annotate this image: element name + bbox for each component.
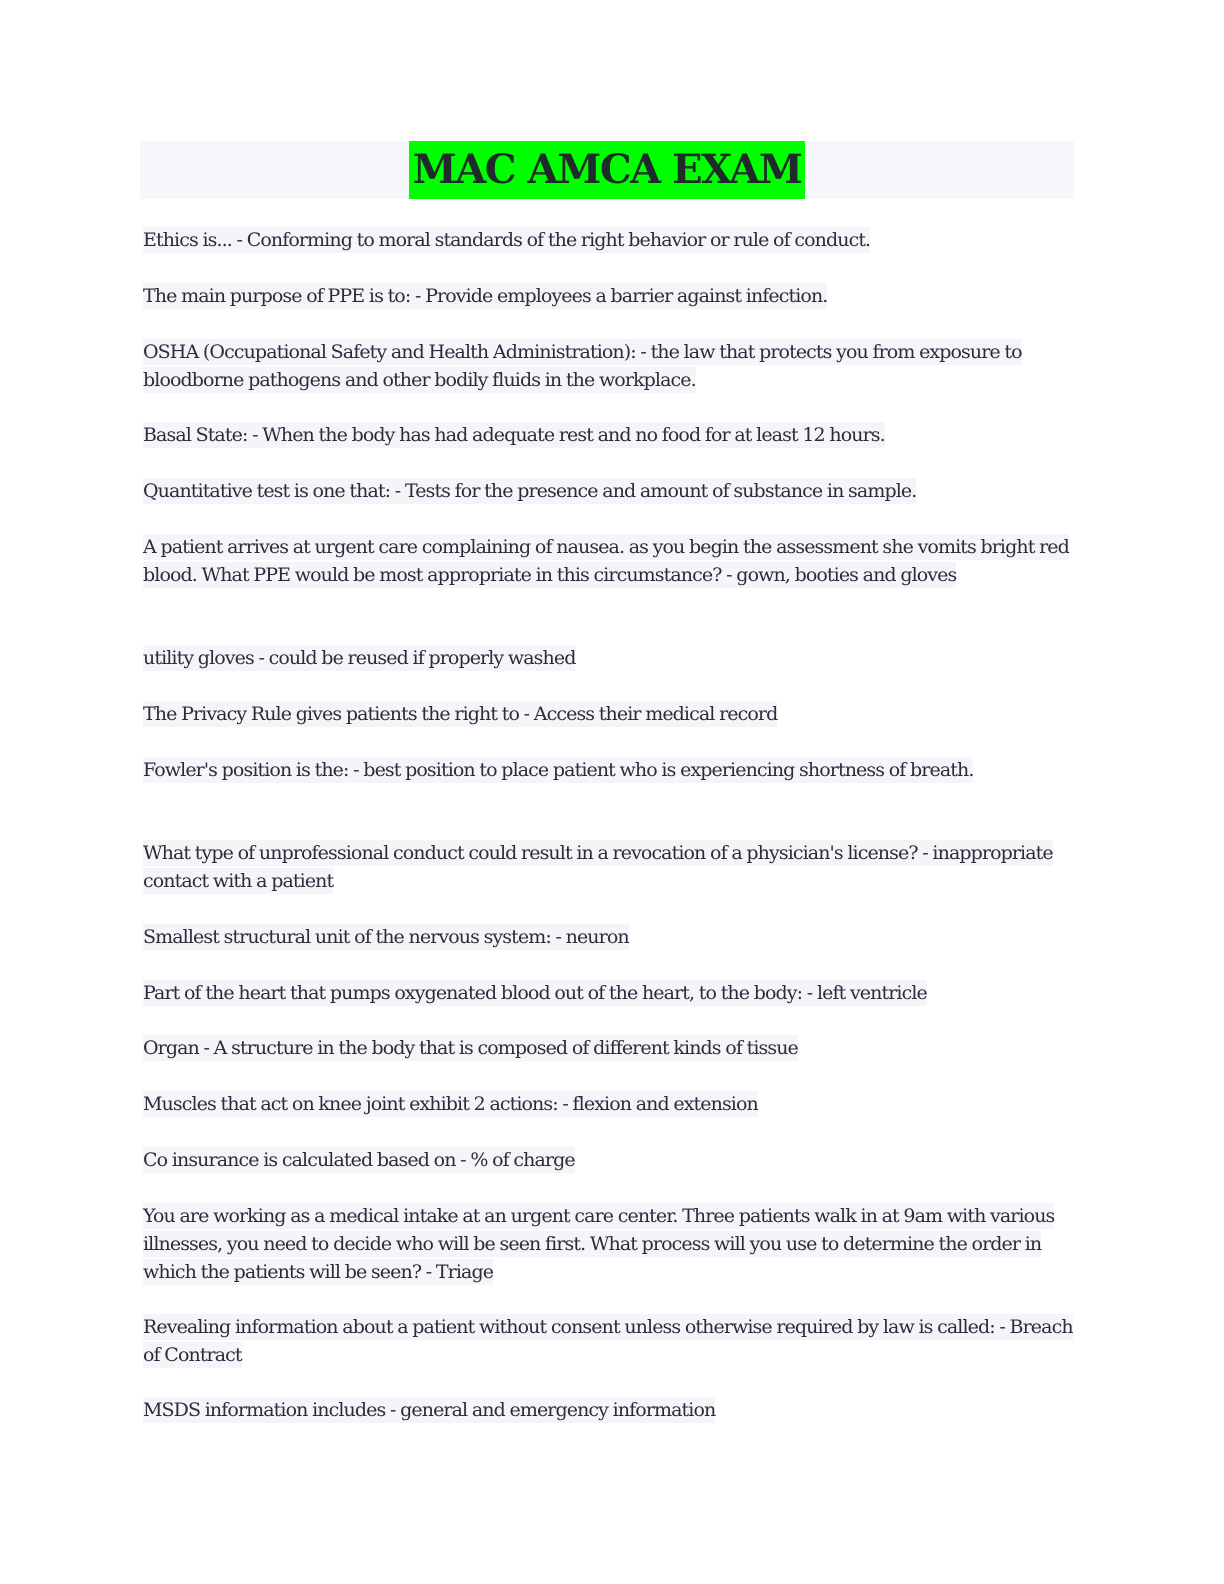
qa-item-text: utility gloves - could be reused if properly washed <box>143 647 576 669</box>
qa-item <box>143 1314 1078 1370</box>
qa-item <box>143 701 1078 729</box>
qa-item-text: You are working as a medical intake at an urgent care center. Three patients walk in at 9am with various illnesses, you need to decide who will be seen first. What process will you use to determine the order in which the patients will be seen? - Triage <box>143 1205 1055 1283</box>
qa-item-text: Quantitative test is one that: - Tests for the presence and amount of substance in sample. <box>143 480 917 502</box>
qa-item <box>143 1035 1078 1063</box>
document-title: MAC AMCA EXAM <box>409 141 804 199</box>
qa-item <box>143 339 1078 395</box>
qa-item <box>143 840 1078 896</box>
qa-item-text: Fowler's position is the: - best position to place patient who is experiencing shortness of breath. <box>143 759 974 781</box>
qa-item-text: OSHA (Occupational Safety and Health Administration): - the law that protects you from exposure to bloodborne pathogens and other bodily fluids in the workplace. <box>143 341 1022 391</box>
qa-item-text: Revealing information about a patient without consent unless otherwise required by law is called: - Breach of Contract <box>143 1316 1073 1366</box>
qa-item-text: Organ - A structure in the body that is composed of different kinds of tissue <box>143 1037 798 1059</box>
qa-item <box>143 283 1078 311</box>
qa-item <box>143 645 1078 673</box>
qa-item-text: Co insurance is calculated based on - % of charge <box>143 1149 575 1171</box>
qa-item-text: What type of unprofessional conduct could result in a revocation of a physician's license? - inappropriate contact with a patient <box>143 842 1053 892</box>
qa-item <box>143 1203 1078 1286</box>
qa-item <box>143 757 1078 785</box>
qa-item <box>143 478 1078 506</box>
qa-item-text: The Privacy Rule gives patients the right to - Access their medical record <box>143 703 778 725</box>
qa-item <box>143 1147 1078 1175</box>
qa-item-text: The main purpose of PPE is to: - Provide employees a barrier against infection. <box>143 285 828 307</box>
qa-item <box>143 227 1078 255</box>
qa-item <box>143 534 1078 590</box>
qa-item <box>143 1091 1078 1119</box>
qa-item-text: Ethics is... - Conforming to moral standards of the right behavior or rule of conduct. <box>143 229 871 251</box>
qa-item-text: A patient arrives at urgent care complaining of nausea. as you begin the assessment she vomits bright red blood. What PPE would be most appropriate in this circumstance? - gown, booties and gloves <box>143 536 1069 586</box>
qa-item-text: Basal State: - When the body has had adequate rest and no food for at least 12 hours. <box>143 424 885 446</box>
qa-item-text: MSDS information includes - general and emergency information <box>143 1399 716 1421</box>
title-band <box>140 141 1074 199</box>
qa-item <box>143 1397 1078 1425</box>
qa-item <box>143 980 1078 1008</box>
qa-item-text: Muscles that act on knee joint exhibit 2 actions: - flexion and extension <box>143 1093 758 1115</box>
qa-item <box>143 924 1078 952</box>
qa-item-text: Smallest structural unit of the nervous system: - neuron <box>143 926 629 948</box>
qa-item-text: Part of the heart that pumps oxygenated blood out of the heart, to the body: - left ventricle <box>143 982 927 1004</box>
qa-item <box>143 422 1078 450</box>
